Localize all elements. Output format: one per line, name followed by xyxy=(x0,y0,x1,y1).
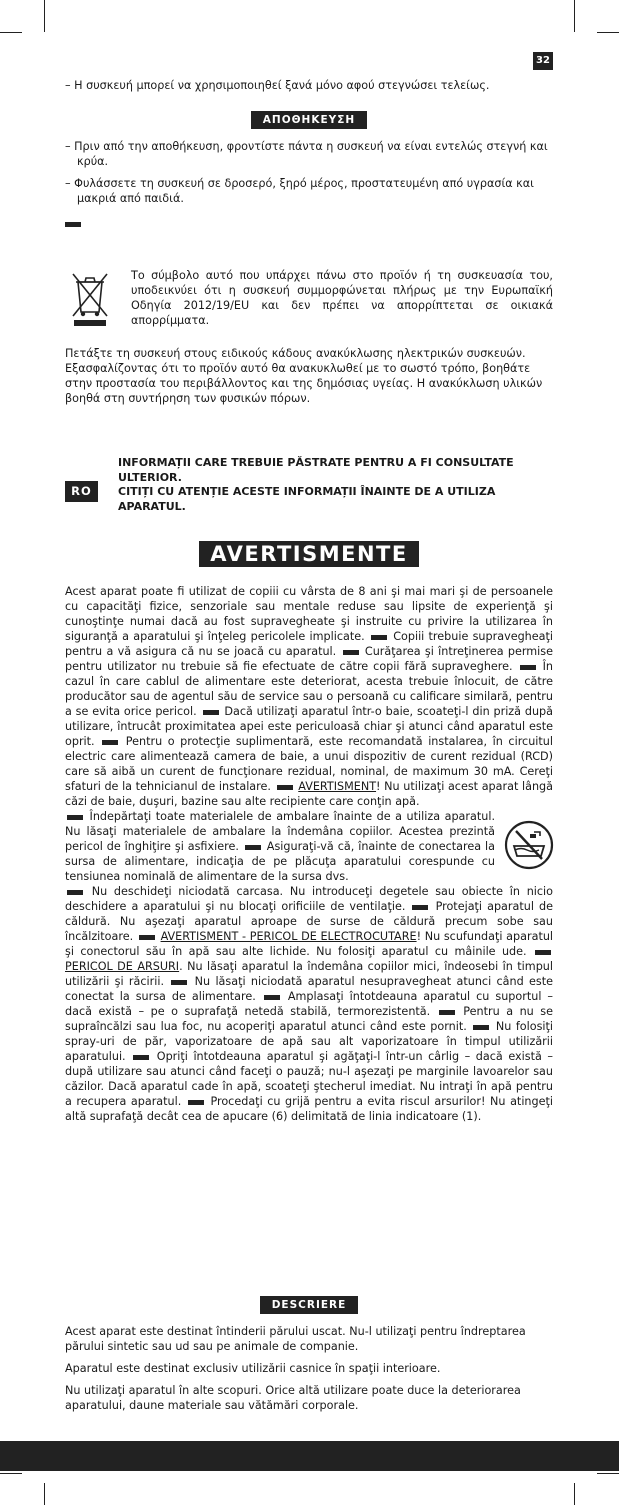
greek-section xyxy=(65,78,553,233)
bullet-bar xyxy=(277,785,293,790)
bullet-bar xyxy=(412,905,428,910)
greek-disposal xyxy=(65,346,553,406)
weee-row xyxy=(65,268,553,328)
bullet-bar xyxy=(171,980,187,985)
intro-line: – Η συσκευή μπορεί να χρησιμοποιηθεί ξανά μόνο αφού στεγνώσει τελείως. xyxy=(65,79,490,92)
warning-sentence: . Nu lăsaţi aparatul la îndemâna copiilor mici, îndeosebi în timpul utilizării şi răcirii. xyxy=(65,960,553,988)
warning-label: AVERTISMENT - PERICOL DE ELECTROCUTARE xyxy=(160,930,417,943)
storage-item: – Φυλάσσετε τη συσκευή σε δροσερό, ξηρό μέρος, προστατευμένη από υγρασία και μακριά από παιδιά. xyxy=(65,177,534,205)
warning-sentence: Copiii trebuie supravegheaţi pentru a vă asigura că nu se joacă cu aparatul. xyxy=(65,630,554,658)
crop-mark xyxy=(44,0,45,32)
bullet-bar xyxy=(188,1100,204,1105)
bullet-bar xyxy=(473,1025,489,1030)
warning-sentence: Procedaţi cu grijă pentru a evita riscul arsurilor! Nu atingeţi altă suprafaţă decât cea de apucare (6) delimitată de linia indicatoare (1). xyxy=(65,1095,553,1123)
warning-sentence: Opriţi întotdeauna aparatul şi agăţaţi-l într-un cârlig – dacă există – după utilizare sau atunci când faceţi o pauză; nu-l aşezaţi pe marginile lavoarelor sau căzilor. Dacă aparatul cade în apă, scoateţi ştecherul imediat. Nu intraţi în apă pentru a recupera aparatul. xyxy=(65,1050,553,1108)
bullet-bar xyxy=(139,935,155,940)
crop-mark xyxy=(574,0,575,32)
bullet-bar xyxy=(102,740,118,745)
description-paragraph: Acest aparat este destinat întinderii părului uscat. Nu-l utilizaţi pentru îndreptarea părului sintetic sau ud sau pe animale de companie. xyxy=(65,1325,526,1353)
separator-bar xyxy=(65,222,81,227)
bullet-bar xyxy=(520,665,536,670)
crop-mark xyxy=(597,1473,619,1474)
warning-sentence: ! Nu scufundaţi aparatul şi conectorul său în apă sau alte lichide. Nu folosiţi aparatul cu mâinile ude. xyxy=(65,930,554,958)
bullet-bar xyxy=(67,815,83,820)
warnings-text-wrap xyxy=(65,809,495,884)
crop-mark xyxy=(0,32,22,33)
language-badge-ro: RO xyxy=(65,481,98,502)
bullet-bar xyxy=(439,1010,455,1015)
warning-sentence: Protejaţi aparatul de căldură. Nu aşezaţi aparatul aproape de surse de căldură precum sobe sau încălzitoare. xyxy=(65,900,554,943)
warning-sentence: Îndepărtaţi toate materialele de ambalare înainte de a utiliza aparatul. Nu lăsaţi materialele de ambalare la îndemâna copiilor. Acestea prezintă pericol de înghiţire şi asfixiere. xyxy=(65,810,496,853)
ro-header xyxy=(118,456,538,514)
description-heading: DESCRIERE xyxy=(260,1296,359,1314)
warning-label: AVERTISMENT xyxy=(298,780,377,793)
crossed-out-wheelie-bin-icon xyxy=(65,268,115,328)
crop-mark xyxy=(44,1483,45,1505)
disposal-paragraph: Πετάξτε τη συσκευή στους ειδικούς κάδους ανακύκλωσης ηλεκτρικών συσκευών. xyxy=(65,347,526,360)
warnings-text xyxy=(65,584,553,809)
bullet-bar xyxy=(245,845,261,850)
warning-sentence: Nu folosiţi spray-uri de păr, vaporizatoare de apă sau alt vaporizatoare în timpul utilizării aparatului. xyxy=(65,1020,553,1063)
bullet-bar xyxy=(343,650,359,655)
warning-sentence: Amplasaţi întotdeauna aparatul cu suportul – dacă există – pe o suprafaţă netedă stabilă, termorezistentă. xyxy=(65,990,554,1018)
crop-mark xyxy=(597,32,619,33)
warning-sentence: Dacă utilizaţi aparatul într-o baie, scoateţi-l din priză după utilizare, întrucât proximitatea apei este periculoasă chiar şi atunci când aparatul este oprit. xyxy=(65,705,554,748)
bullet-bar xyxy=(535,950,551,955)
crop-mark xyxy=(574,1483,575,1505)
warnings-body xyxy=(65,584,553,1124)
warning-sentence: ! Nu utilizaţi acest aparat lângă căzi de baie, duşuri, bazine sau alte recipiente care conţin apă. xyxy=(65,780,554,808)
warning-sentence: Pentru a nu se supraîncălzi sau lua foc, nu acoperiţi aparatul atunci când este pornit. xyxy=(65,1005,553,1033)
description-paragraph: Nu utilizaţi aparatul în alte scopuri. Orice altă utilizare poate duce la deteriorarea aparatului, daune materiale sau vătămări corporale. xyxy=(65,1384,521,1412)
warning-label: PERICOL DE ARSURI xyxy=(65,960,180,973)
storage-heading: ΑΠΟΘΗΚΕΥΣΗ xyxy=(251,111,367,129)
weee-text: Το σύμβολο αυτό που υπάρχει πάνω στο προϊόν ή τη συσκευασία του, υποδεικνύει ότι η συσκευή συμμορφώνεται πλήρως με την Ευρωπαϊκή Οδηγία 2012/19/EU και δεν πρέπει να απορρίπτεται σε οικιακά απορρίμματα. xyxy=(131,269,553,327)
warning-sentence: Nu lăsaţi niciodată aparatul nesupravegheat atunci când este conectat la sursa de alimentare. xyxy=(65,975,554,1003)
crop-mark xyxy=(0,1473,22,1474)
page-number: 32 xyxy=(533,52,553,70)
description-section xyxy=(65,1296,553,1413)
warning-sentence: Acest aparat poate fi utilizat de copiii cu vârsta de 8 ani şi mai mari şi de persoanele cu capacităţi fizice, senzoriale sau mentale reduse sau lipsite de experienţă şi cunoştinţe numai dacă au fost supravegheate şi instruite cu privire la utilizarea în siguranţă a aparatului şi înţeleg pericolele implicate. xyxy=(65,585,553,643)
warning-sentence: Nu deschideţi niciodată carcasa. Nu introduceţi degetele sau obiecte în nicio deschidere a aparatului şi nu blocaţi orificiile de ventilaţie. xyxy=(65,885,553,913)
warning-sentence: Curăţarea şi întreţinerea permise pentru utilizator nu trebuie să fie efectuate de către copii fără supraveghere. xyxy=(65,645,553,673)
disposal-paragraph: Εξασφαλίζοντας ότι το προϊόν αυτό θα ανακυκλωθεί με το σωστό τρόπο, βοηθάτε στην προστασία του περιβάλλοντος και της δημόσιας υγείας. Η ανακύκλωση υλικών βοηθά στη συντήρηση των φυσικών πόρων. xyxy=(65,362,543,405)
warnings-heading-wrap xyxy=(65,541,553,567)
bullet-bar xyxy=(67,890,83,895)
bullet-bar xyxy=(264,995,280,1000)
ro-header-line: CITIȚI CU ATENȚIE ACESTE INFORMAȚII ÎNAINTE DE A UTILIZA APARATUL. xyxy=(118,485,496,513)
storage-item: – Πριν από την αποθήκευση, φροντίστε πάντα η συσκευή να είναι εντελώς στεγνή και κρύα. xyxy=(65,140,548,168)
bullet-bar xyxy=(133,1055,149,1060)
footer-bar xyxy=(0,1441,619,1471)
bullet-bar xyxy=(371,635,387,640)
ro-header-line: INFORMAȚII CARE TREBUIE PĂSTRATE PENTRU A FI CONSULTATE ULTERIOR. xyxy=(118,456,514,484)
bullet-bar xyxy=(203,710,219,715)
warning-sentence: În cazul în care cablul de alimentare este deteriorat, acesta trebuie înlocuit, de către producător sau de agentul său de service sau o persoană cu calificare similară, pentru a se evita orice pericol. xyxy=(65,660,553,718)
warning-sentence: Pentru o protecţie suplimentară, este recomandată instalarea, în circuitul electric care alimentează camera de baie, a unui dispozitiv de curent rezidual (RCD) care să aibă un curent de funcţionare rezidual, nominal, de maximum 30 mA. Cereţi sfaturi de la tehnicianul de instalare. xyxy=(65,735,553,793)
warning-sentence: Asiguraţi-vă că, înainte de conectarea la sursa de alimentare, indicaţia de pe plăcuţa aparatului corespunde cu tensiunea nominală de alimentare de la sursa dvs. xyxy=(65,840,495,883)
warnings-text-cont xyxy=(65,884,553,1124)
description-paragraph: Aparatul este destinat exclusiv utilizării casnice în spaţii interioare. xyxy=(65,1362,441,1375)
warnings-heading: AVERTISMENTE xyxy=(199,541,418,567)
